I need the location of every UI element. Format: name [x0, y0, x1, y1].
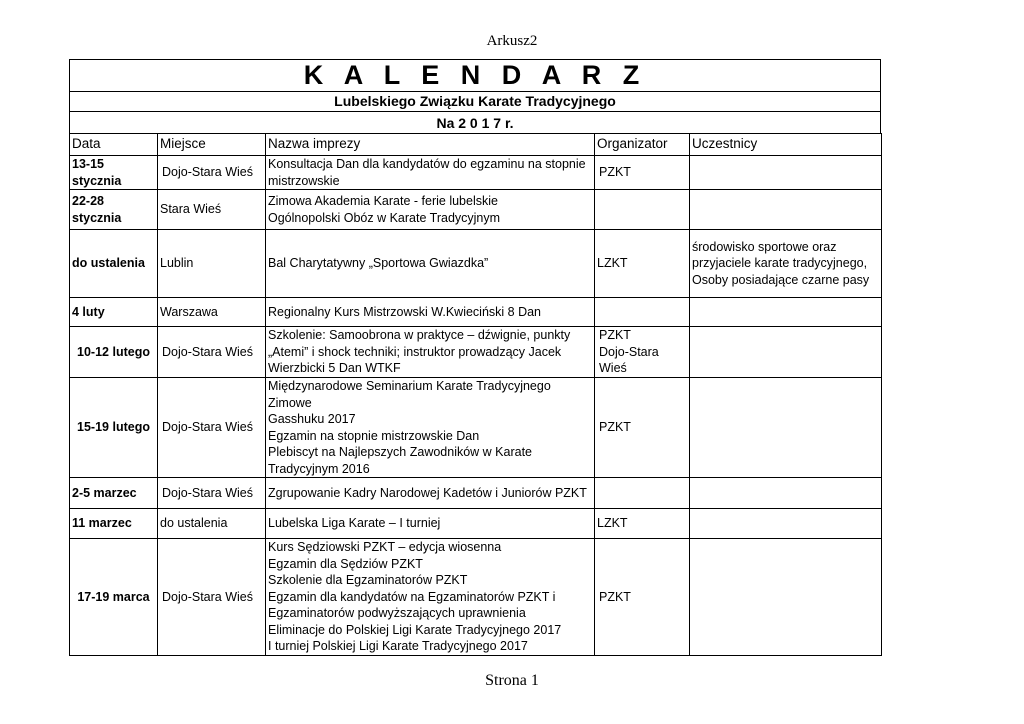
row-participants — [690, 327, 882, 378]
calendar-table — [69, 133, 882, 656]
column-header-event: Nazwa imprezy — [266, 134, 595, 156]
row-place: Dojo-Stara Wieś — [158, 327, 266, 378]
row-event: Kurs Sędziowski PZKT – edycja wiosenna Egzamin dla Sędziów PZKT Szkolenie dla Egzaminatorów PZKT Egzamin dla kandydatów na Egzaminatorów PZKT i Egzaminatorów podwyższających uprawnienia Eliminacje do Polskiej Ligi Karate Tradycyjnego 2017 I turniej Polskiej Ligi Karate Tradycyjnego 2017 — [266, 539, 595, 656]
row-date: 22-28 stycznia — [70, 190, 158, 230]
table-row — [70, 190, 882, 230]
row-organizer — [595, 190, 690, 230]
column-header-participants: Uczestnicy — [690, 134, 882, 156]
row-event: Międzynarodowe Seminarium Karate Tradycyjnego Zimowe Gasshuku 2017 Egzamin na stopnie mistrzowskie Dan Plebiscyt na Najlepszych Zawodników w Karate Tradycyjnym 2016 — [266, 378, 595, 478]
table-row — [70, 230, 882, 298]
row-place: do ustalenia — [158, 509, 266, 539]
table-row — [70, 298, 882, 327]
table-row — [70, 478, 882, 509]
row-date: 2-5 marzec — [70, 478, 158, 509]
table-row — [70, 539, 882, 656]
row-participants — [690, 378, 882, 478]
row-organizer: PZKT — [595, 378, 690, 478]
table-row — [70, 327, 882, 378]
row-organizer: LZKT — [595, 509, 690, 539]
row-event: Zimowa Akademia Karate - ferie lubelskie Ogólnopolski Obóz w Karate Tradycyjnym — [266, 190, 595, 230]
row-participants: środowisko sportowe oraz przyjaciele karate tradycyjnego, Osoby posiadające czarne pasy — [690, 230, 882, 298]
row-participants — [690, 298, 882, 327]
row-organizer: PZKT — [595, 539, 690, 656]
row-date: 11 marzec — [70, 509, 158, 539]
row-place: Stara Wieś — [158, 190, 266, 230]
column-header-organizer: Organizator — [595, 134, 690, 156]
sheet-name: Arkusz2 — [486, 33, 538, 49]
row-organizer: LZKT — [595, 230, 690, 298]
table-header-row — [70, 134, 882, 156]
table-row — [70, 378, 882, 478]
row-date: do ustalenia — [70, 230, 158, 298]
row-participants — [690, 509, 882, 539]
column-header-place: Miejsce — [158, 134, 266, 156]
row-date: 13-15 stycznia — [70, 156, 158, 190]
row-place: Dojo-Stara Wieś — [158, 156, 266, 190]
year-line: Na 2 0 1 7 r. — [69, 111, 881, 133]
row-participants — [690, 190, 882, 230]
row-place: Dojo-Stara Wieś — [158, 478, 266, 509]
row-event: Regionalny Kurs Mistrzowski W.Kwieciński 8 Dan — [266, 298, 595, 327]
column-header-date: Data — [70, 134, 158, 156]
calendar-frame — [69, 59, 881, 656]
row-event: Konsultacja Dan dla kandydatów do egzaminu na stopnie mistrzowskie — [266, 156, 595, 190]
row-organizer — [595, 298, 690, 327]
row-participants — [690, 539, 882, 656]
row-place: Dojo-Stara Wieś — [158, 539, 266, 656]
row-organizer — [595, 478, 690, 509]
row-organizer: PZKT — [595, 156, 690, 190]
page-subtitle: Lubelskiego Związku Karate Tradycyjnego — [69, 91, 881, 111]
page-footer: Strona 1 — [485, 672, 539, 689]
row-event: Zgrupowanie Kadry Narodowej Kadetów i Juniorów PZKT — [266, 478, 595, 509]
row-event: Lubelska Liga Karate – I turniej — [266, 509, 595, 539]
row-place: Lublin — [158, 230, 266, 298]
row-organizer: PZKT Dojo-Stara Wieś — [595, 327, 690, 378]
row-date: 17-19 marca — [70, 539, 158, 656]
row-date: 15-19 lutego — [70, 378, 158, 478]
row-date: 4 luty — [70, 298, 158, 327]
table-row — [70, 509, 882, 539]
row-event: Bal Charytatywny „Sportowa Gwiazdka” — [266, 230, 595, 298]
row-place: Warszawa — [158, 298, 266, 327]
row-participants — [690, 478, 882, 509]
row-participants — [690, 156, 882, 190]
row-event: Szkolenie: Samoobrona w praktyce – dźwignie, punkty „Atemi” i shock techniki; instruktor prowadzący Jacek Wierzbicki 5 Dan WTKF — [266, 327, 595, 378]
row-date: 10-12 lutego — [70, 327, 158, 378]
page-title: K A L E N D A R Z — [69, 59, 881, 91]
table-row — [70, 156, 882, 190]
row-place: Dojo-Stara Wieś — [158, 378, 266, 478]
